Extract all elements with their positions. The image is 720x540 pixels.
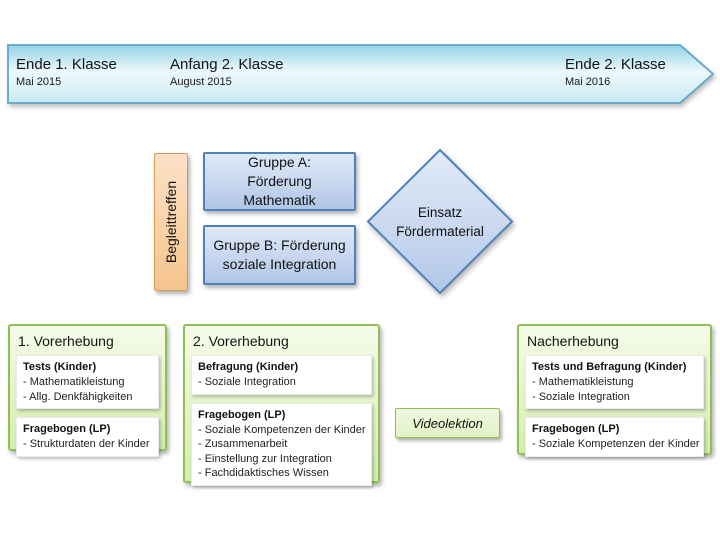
milestone-ende-2-klasse <box>565 55 666 89</box>
card-item: - Mathematikleistung <box>23 376 125 388</box>
diamond-label: Einsatz Fördermaterial <box>396 204 484 239</box>
card-item: - Soziale Integration <box>198 376 296 388</box>
card-item: - Soziale Integration <box>532 390 630 403</box>
survey-card <box>525 355 704 409</box>
milestone-date: Mai 2016 <box>565 76 611 88</box>
survey-box-1-vorerhebung <box>8 324 167 451</box>
videolektion-label: Videolektion <box>412 415 483 431</box>
card-heading: Fragebogen (LP) <box>23 423 111 435</box>
survey-title: 1. Vorerhebung <box>18 333 114 349</box>
milestone-label: Anfang 2. Klasse <box>170 56 284 73</box>
survey-title: 2. Vorerhebung <box>193 333 289 349</box>
survey-title: Nacherhebung <box>527 333 619 349</box>
milestone-ende-1-klasse <box>16 55 117 89</box>
card-heading: Fragebogen (LP) <box>532 423 620 435</box>
card-item: - Allg. Denkfähigkeiten <box>23 390 133 403</box>
milestone-anfang-2-klasse <box>170 55 283 89</box>
timeline-arrow <box>7 44 715 104</box>
survey-card <box>191 403 372 486</box>
survey-card <box>525 417 704 457</box>
card-heading: Befragung (Kinder) <box>198 361 299 373</box>
card-item: - Strukturdaten der Kinder <box>23 438 150 450</box>
card-heading: Tests (Kinder) <box>23 361 97 373</box>
survey-box-nacherhebung <box>517 324 712 455</box>
begleittreffen-box <box>154 153 188 291</box>
survey-card <box>16 417 159 457</box>
card-heading: Tests und Befragung (Kinder) <box>532 361 687 373</box>
group-a-box <box>203 152 356 211</box>
card-item: - Zusammenarbeit <box>198 438 288 450</box>
milestone-date: Mai 2015 <box>16 76 62 88</box>
survey-card <box>16 355 159 409</box>
card-item: - Einstellung zur Integration <box>198 452 332 465</box>
group-a-label: Gruppe A: Förderung Mathematik <box>243 154 316 208</box>
milestone-label: Ende 1. Klasse <box>16 56 117 73</box>
card-item: - Soziale Kompetenzen der Kinder <box>532 438 700 450</box>
diamond-label-wrap <box>366 148 514 295</box>
milestone-date: August 2015 <box>170 76 232 88</box>
card-item: - Mathematikleistung <box>532 376 634 388</box>
group-b-box <box>203 225 356 285</box>
card-heading: Fragebogen (LP) <box>198 408 286 421</box>
card-item: - Fachdidaktisches Wissen <box>198 467 329 479</box>
videolektion-box <box>395 408 500 438</box>
survey-card <box>191 355 372 395</box>
group-b-label: Gruppe B: Förderung soziale Integration <box>213 237 346 272</box>
survey-box-2-vorerhebung <box>183 324 380 483</box>
einsatz-diamond <box>366 148 514 295</box>
milestone-label: Ende 2. Klasse <box>565 56 666 73</box>
card-item: - Soziale Kompetenzen der Kinder <box>198 423 366 436</box>
begleittreffen-label: Begleittreffen <box>163 180 179 264</box>
